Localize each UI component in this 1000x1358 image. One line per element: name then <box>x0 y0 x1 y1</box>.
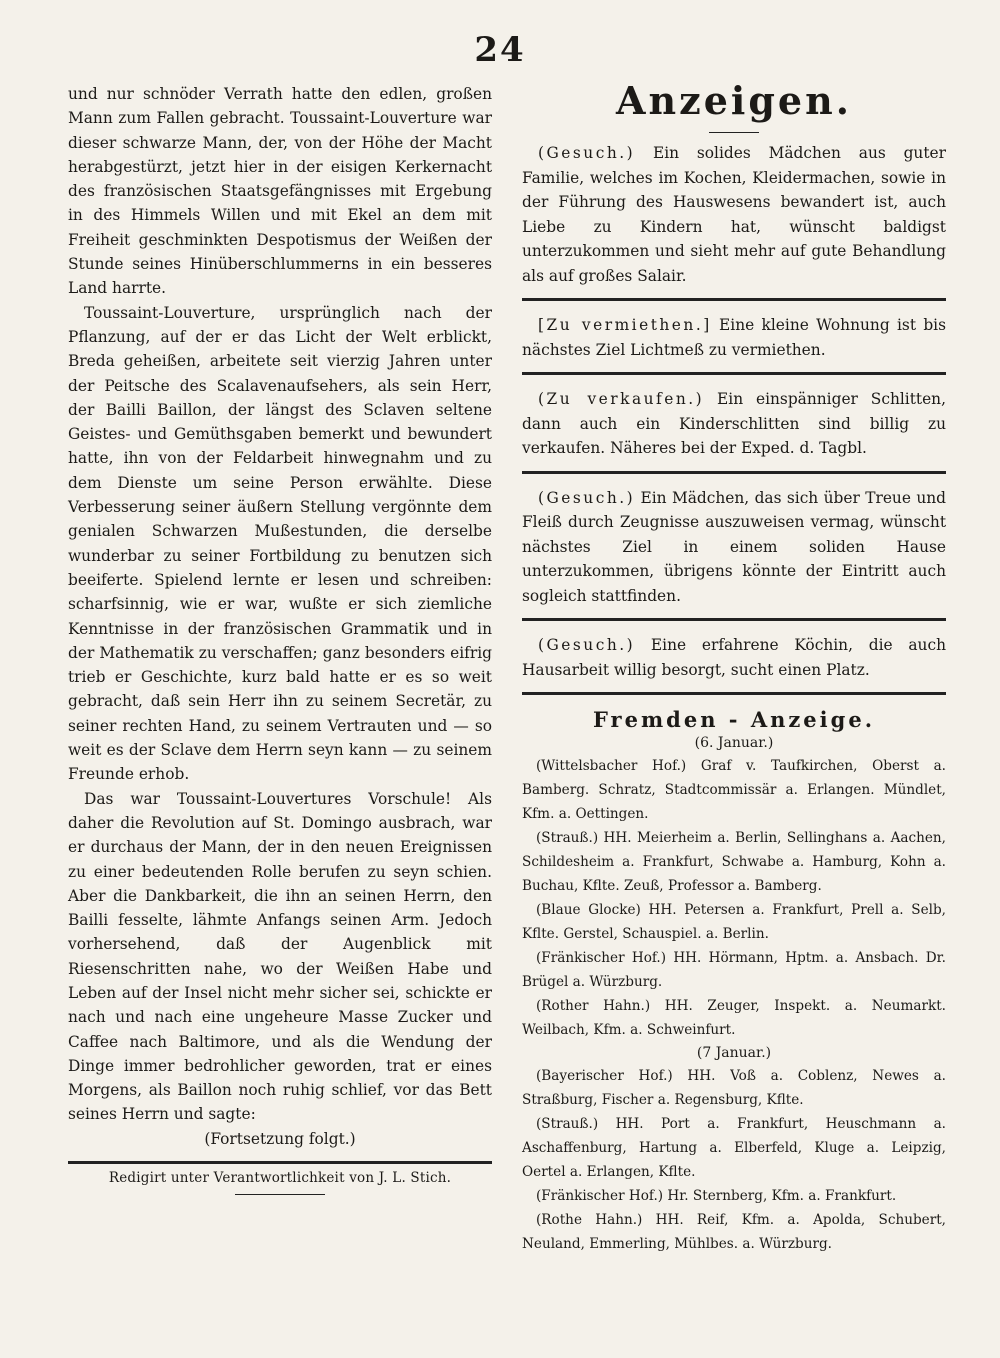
ad-gesuch-3 <box>522 633 946 682</box>
ad-text: Ein einspänniger Schlitten, dann auch ein Kinderschlitten sind billig zu verkaufen. Näheres bei der Exped. d. Tagbl. <box>522 390 946 457</box>
ad-gesuch-2 <box>522 486 946 609</box>
guest-entry: (Rother Hahn.) HH. Zeuger, Inspekt. a. Neumarkt. Weilbach, Kfm. a. Schweinfurt. <box>522 998 946 1038</box>
ad-tag: (Gesuch.) <box>538 144 636 162</box>
editor-footer: Redigirt unter Verantwortlichkeit von J. L. Stich. <box>108 1170 452 1187</box>
ad-zu-vermiethen <box>522 313 946 362</box>
ad-zu-verkaufen <box>522 387 946 461</box>
ad-gesuch-1 <box>522 141 946 288</box>
guest-entry: (Fränkischer Hof.) HH. Hörmann, Hptm. a. Ansbach. Dr. Brügel a. Würzburg. <box>522 950 946 990</box>
footer-short-rule <box>235 1194 325 1195</box>
ad-separator <box>522 692 946 695</box>
date-heading: (6. Januar.) <box>694 735 774 751</box>
ad-tag: (Gesuch.) <box>538 636 636 654</box>
fremden-anzeige-title: Fremden - Anzeige. <box>592 707 876 732</box>
date-heading: (7 Januar.) <box>696 1045 772 1061</box>
right-column <box>522 78 946 1256</box>
guest-entry: (Rothe Hahn.) HH. Reif, Kfm. a. Apolda, Schubert, Neuland, Emmerling, Mühlbes. a. Würzburg. <box>522 1212 946 1252</box>
guest-entry: (Fränkischer Hof.) Hr. Sternberg, Kfm. a. Frankfurt. <box>536 1188 897 1204</box>
guest-entry: (Wittelsbacher Hof.) Graf v. Taufkirchen, Oberst a. Bamberg. Schratz, Stadtcommissär a. Erlangen. Mündlet, Kfm. a. Oettingen. <box>522 758 946 822</box>
footer-rule <box>68 1161 492 1164</box>
ads-heading: Anzeigen. <box>616 78 852 123</box>
ad-text: Eine erfahrene Köchin, die auch Hausarbeit willig besorgt, sucht einen Platz. <box>522 636 946 679</box>
left-column <box>68 82 492 1195</box>
heading-rule <box>709 132 759 133</box>
guest-entry: (Bayerischer Hof.) HH. Voß a. Coblenz, Newes a. Straßburg, Fischer a. Regensburg, Kflte. <box>522 1068 946 1108</box>
article-paragraph-2: Toussaint-Louverture, ursprünglich nach der Pflanzung, auf der er das Licht der Welt erblickt, Breda geheißen, arbeitete seit vierzig Jahren unter der Peitsche des Scalavenaufsehers, als sein Herr, der Bailli Baillon, der längst des Sclaven seltene Geistes- und Gemüthsgaben bemerkt und bewundert hatte, ihn von der Feldarbeit hinwegnahm und zu dem Dienste um seine Person erwählte. Diese Verbesserung seiner äußern Stellung vergönnte dem genialen Schwarzen Mußestunden, die derselbe wunderbar zu seiner Fortbildung zu benutzen sich beeiferte. Spielend lernte er lesen und schreiben: scharfsinnig, wie er war, wußte er sich ziemliche Kenntnisse in der französischen Grammatik und in der Mathematik zu verschaffen; ganz besonders eifrig trieb er Geschichte, kurz bald hatte er es so weit gebracht, daß sein Herr ihn zu seinem Secretär, zu seiner rechten Hand, zu seinem Vertrauten und — so weit es der Sclave dem Herrn seyn kann — zu seinem Freunde erhob. <box>68 303 492 784</box>
guest-entry: (Strauß.) HH. Port a. Frankfurt, Heuschmann a. Aschaffenburg, Hartung a. Elberfeld, Kluge a. Leipzig, Oertel a. Erlangen, Kflte. <box>522 1116 946 1180</box>
ad-tag: (Gesuch.) <box>538 488 636 507</box>
guest-entry: (Strauß.) HH. Meierheim a. Berlin, Sellinghans a. Aachen, Schildesheim a. Frankfurt, Schwabe a. Hamburg, Kohn a. Buchau, Kflte. Zeuß, Professor a. Bamberg. <box>522 830 946 894</box>
ad-separator <box>522 298 946 301</box>
ad-text: Ein solides Mädchen aus guter Familie, welches im Kochen, Kleidermachen, sowie in der Führung des Hauswesens bewandert ist, auch Liebe zu Kindern hat, wünscht baldigst unterzukommen und sieht mehr auf gute Behandlung als auf großes Salair. <box>522 144 946 285</box>
ad-tag: (Zu verkaufen.) <box>538 390 705 408</box>
ad-text: Eine kleine Wohnung ist bis nächstes Ziel Lichtmeß zu vermiethen. <box>522 316 946 359</box>
ad-separator <box>522 471 946 474</box>
ad-text: Ein Mädchen, das sich über Treue und Fleiß durch Zeugnisse auszuweisen vermag, wünscht nächstes Ziel in einem soliden Hause unterzukommen, übrigens könnte der Eintritt auch sogleich stattfinden. <box>522 488 946 605</box>
ad-separator <box>522 372 946 375</box>
article-paragraph-3: Das war Toussaint-Louvertures Vorschule! Als daher die Revolution auf St. Domingo ausbrach, war er durchaus der Mann, der in den neuen Ereignissen zu einer bedeutenden Rolle berufen zu seyn schien. Aber die Dankbarkeit, die ihn an seinen Herrn, den Bailli fesselte, lähmte Anfangs seinen Arm. Jedoch vorhersehend, daß der Augenblick mit Riesenschritten nahe, wo der Weißen Habe und Leben auf der Insel nicht mehr sicher sei, schickte er nach und nach eine ungeheure Masse Zucker und Caffee nach Baltimore, und als die Wendung der Dinge immer bedrohlicher geworden, trat er eines Morgens, als Baillon noch ruhig schlief, vor das Bett seines Herrn und sagte: <box>68 789 492 1124</box>
guest-entry: (Blaue Glocke) HH. Petersen a. Frankfurt, Prell a. Selb, Kflte. Gerstel, Schauspiel. a. Berlin. <box>522 902 946 942</box>
ad-separator <box>522 618 946 621</box>
article-paragraph-1: und nur schnöder Verrath hatte den edlen, großen Mann zum Fallen gebracht. Toussaint-Louverture war dieser schwarze Mann, der, von der Höhe der Macht herabgestürzt, jetzt hier in der eisigen Kerkernacht des französischen Staatsgefängnisses mit Ergebung in des Himmels Willen und mit Ekel an dem mit Freiheit geschminkten Despotismus der Weißen der Stunde seines Hinüberschlummerns in ein besseres Land harrte. <box>68 85 492 298</box>
ad-tag: [Zu vermiethen.] <box>538 316 712 334</box>
page-number: 24 <box>474 30 526 70</box>
continuation-note: (Fortsetzung folgt.) <box>204 1129 356 1148</box>
